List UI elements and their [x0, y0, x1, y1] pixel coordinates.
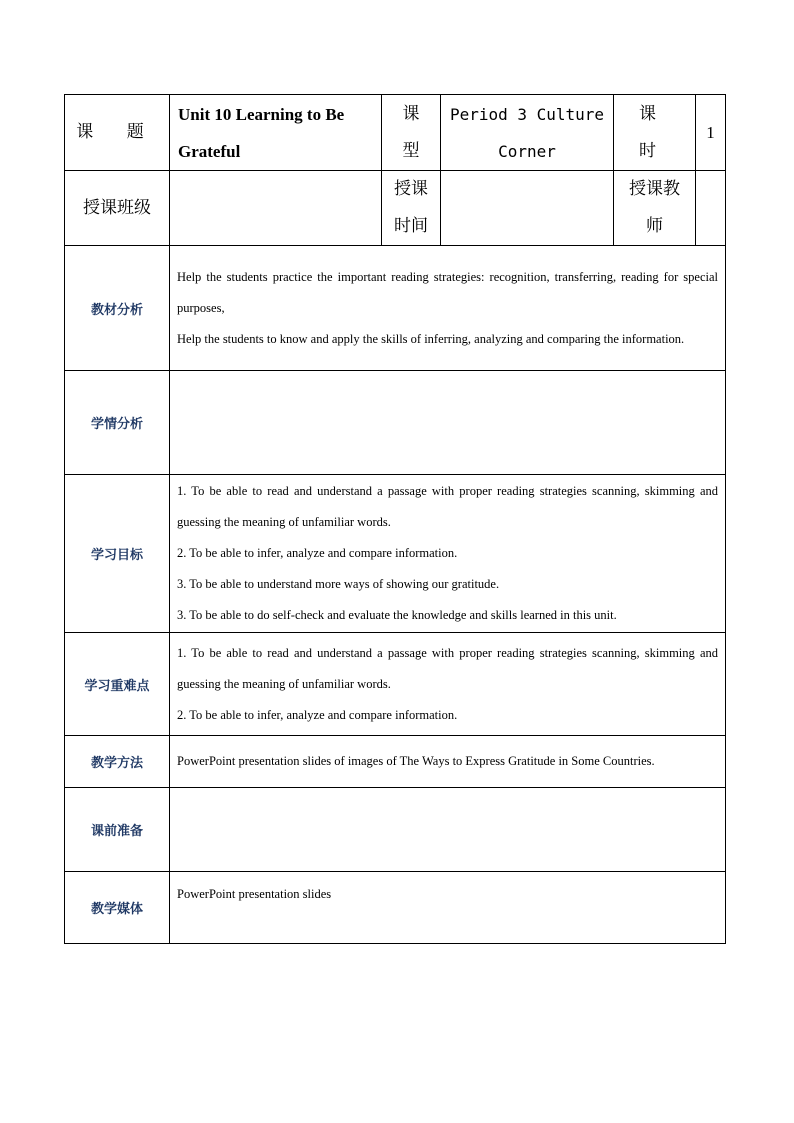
time-label: 授课时间: [382, 171, 441, 246]
preparation-content: [170, 788, 726, 872]
media-label: 教学媒体: [65, 872, 170, 944]
objective-item: 3. To be able to understand more ways of showing our gratitude.: [177, 577, 500, 591]
key-point-item: 2. To be able to infer, analyze and compare information.: [177, 707, 458, 722]
objective-item: 3. To be able to do self-check and evaluate the knowledge and skills learned in this unit.: [177, 608, 617, 622]
methods-row: [65, 736, 726, 788]
methods-content: PowerPoint presentation slides of images of The Ways to Express Gratitude in Some Countries.: [170, 736, 726, 788]
key-points-row: [65, 633, 726, 736]
objectives-label: 学习目标: [65, 475, 170, 633]
material-analysis-line: Help the students practice the important reading strategies: recognition, transferring, reading for special purposes,: [177, 269, 718, 315]
objectives-row: [65, 475, 726, 633]
preparation-label: 课前准备: [65, 788, 170, 872]
objectives-content: [170, 475, 726, 633]
class-row: [65, 171, 726, 246]
teacher-value: [696, 171, 726, 246]
lesson-plan-table: [64, 94, 726, 944]
key-point-item: 1. To be able to read and understand a passage with proper reading strategies scanning, skimming and guessing the meaning of unfamiliar words.: [177, 645, 718, 691]
learner-analysis-row: [65, 371, 726, 475]
learner-analysis-label: 学情分析: [65, 371, 170, 475]
material-analysis-content: [170, 246, 726, 371]
objective-item: 1. To be able to read and understand a passage with proper reading strategies scanning, skimming and guessing the meaning of unfamiliar words.: [177, 484, 718, 529]
time-value: [441, 171, 614, 246]
type-value: Period 3 Culture Corner: [441, 95, 614, 171]
key-points-label: 学习重难点: [65, 633, 170, 736]
objective-item: 2. To be able to infer, analyze and compare information.: [177, 546, 458, 560]
key-points-content: [170, 633, 726, 736]
material-analysis-line: Help the students to know and apply the skills of inferring, analyzing and comparing the information.: [177, 331, 685, 346]
media-text: PowerPoint presentation slides: [177, 887, 332, 901]
header-row: [65, 95, 726, 171]
topic-label-cell: [65, 95, 170, 171]
preparation-row: [65, 788, 726, 872]
hours-label-cell: [614, 95, 696, 171]
class-value: [170, 171, 382, 246]
media-row: [65, 872, 726, 944]
learner-analysis-content: [170, 371, 726, 475]
topic-label: 课 题: [76, 122, 158, 142]
media-content: [170, 872, 726, 944]
hours-value: 1: [696, 95, 726, 171]
type-label: 课型: [382, 95, 441, 171]
material-analysis-row: [65, 246, 726, 371]
topic-value: Unit 10 Learning to Be Grateful: [170, 95, 382, 171]
teacher-label: 授课教师: [614, 171, 696, 246]
methods-label: 教学方法: [65, 736, 170, 788]
hours-label: 课 时: [639, 103, 670, 161]
class-label: 授课班级: [65, 171, 170, 246]
material-analysis-label: 教材分析: [65, 246, 170, 371]
